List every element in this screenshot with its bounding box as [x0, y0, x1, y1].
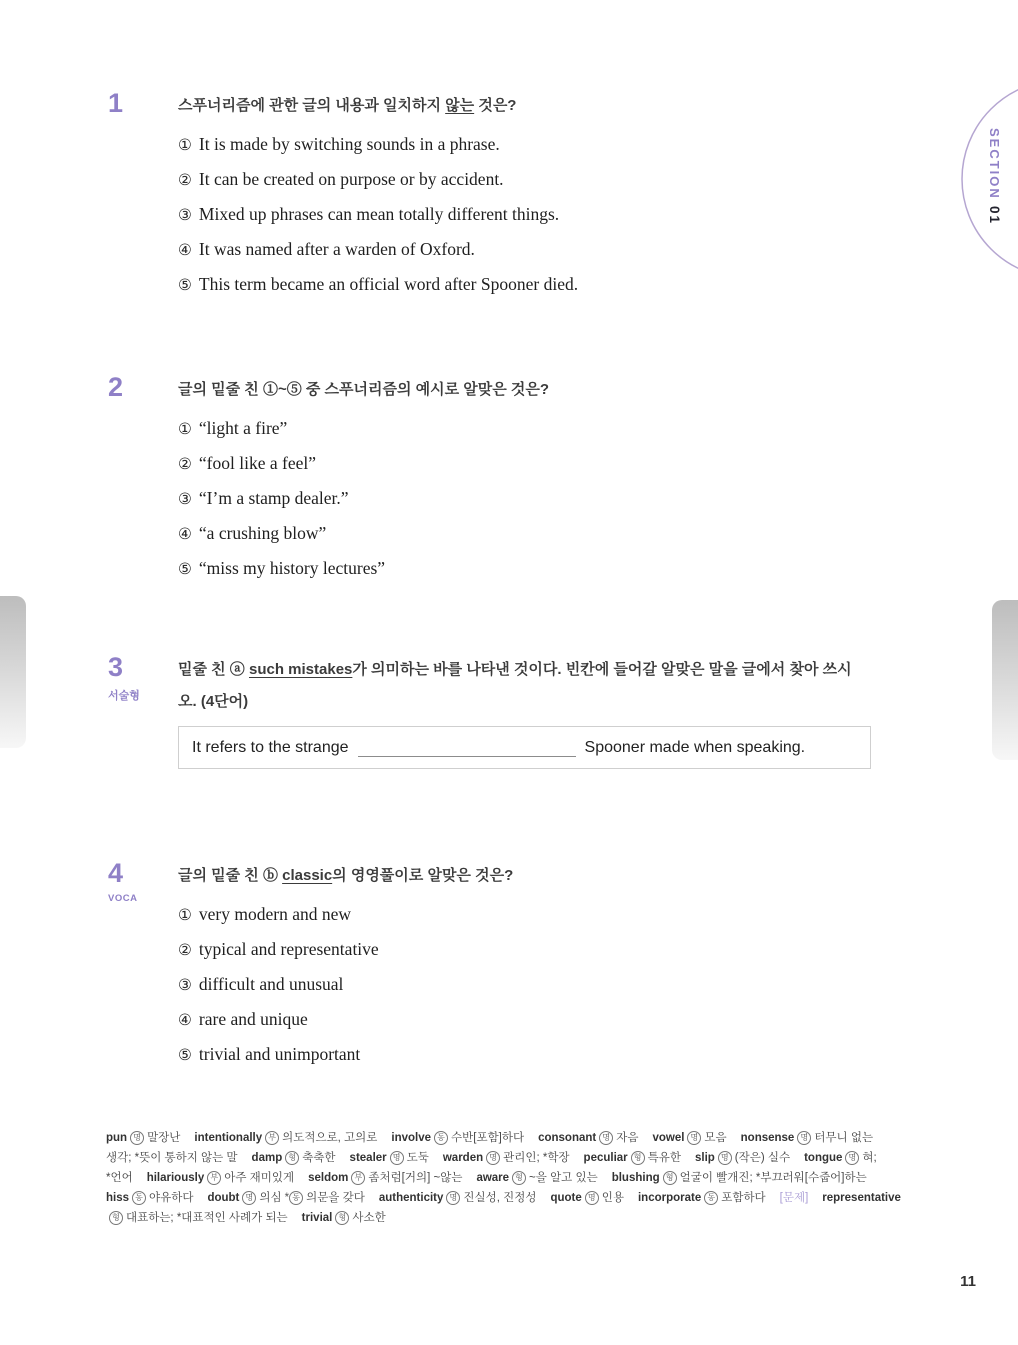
vocab-pos: [132, 1192, 146, 1204]
vocab-meaning: 의도적으로, 고의로: [282, 1132, 378, 1144]
vocab-word: aware: [476, 1172, 510, 1184]
option-text: typical and representative: [198, 939, 379, 959]
pos-circle-icon: 형: [335, 1211, 349, 1225]
vocab-meaning: 관리인; *학장: [503, 1152, 570, 1164]
vocab-meaning: 특유한: [647, 1152, 681, 1164]
question-options: [178, 411, 895, 586]
question-3: [105, 652, 895, 769]
vocab-tag: [문제]: [779, 1192, 809, 1204]
option-item: [178, 1037, 895, 1072]
option-item: [178, 232, 895, 267]
pos-circle-icon: 명: [599, 1131, 613, 1145]
vocab-pos: [486, 1152, 500, 1164]
question-prompt: [178, 858, 895, 892]
option-marker: ②: [178, 171, 192, 189]
vocab-meaning: 수반[포함]하다: [451, 1132, 525, 1144]
option-marker: ②: [178, 941, 192, 959]
question-badge: VOCA: [108, 893, 138, 904]
vocab-footer: [106, 1128, 936, 1228]
prompt-text: 글의 밑줄 친 ①~⑤ 중 스푸너리즘의 예시로 알맞은 것은?: [178, 381, 550, 398]
vocab-word: representative: [822, 1192, 901, 1204]
answer-box: [178, 726, 871, 769]
vocab-word: involve: [391, 1132, 432, 1144]
vocab-meaning: ~을 알고 있는: [529, 1172, 598, 1184]
vocab-pos: [512, 1172, 526, 1184]
prompt-text: 의 영영풀이로 알맞은 것은?: [332, 867, 514, 884]
vocab-pos: [845, 1152, 859, 1164]
pos-circle-icon: 명: [845, 1151, 859, 1165]
vocab-pos: [446, 1192, 460, 1204]
option-marker: ④: [178, 525, 192, 543]
option-text: “fool like a feel”: [198, 453, 316, 473]
option-marker: ③: [178, 490, 192, 508]
pos-circle-icon: 명: [446, 1191, 460, 1205]
pos-circle-icon: 명: [486, 1151, 500, 1165]
vocab-meaning: 진실성, 진정성: [463, 1192, 537, 1204]
vocab-word: hilariously: [146, 1172, 205, 1184]
option-marker: ④: [178, 241, 192, 259]
pos-circle-icon: 동: [434, 1131, 448, 1145]
question-options: [178, 897, 895, 1072]
vocab-word: warden: [442, 1152, 484, 1164]
vocab-meaning: 축축한: [302, 1152, 336, 1164]
option-item: [178, 516, 895, 551]
pos-circle-icon: 형: [285, 1151, 299, 1165]
option-text: “miss my history lectures”: [198, 558, 386, 578]
vocab-word: damp: [251, 1152, 283, 1164]
question-number: 1: [108, 88, 124, 118]
vocab-pos: [265, 1132, 279, 1144]
option-item: [178, 897, 895, 932]
prompt-text: 오. (4단어): [178, 693, 249, 710]
question-1: [105, 88, 895, 302]
question-number: 3: [108, 652, 124, 682]
vocab-meaning: 의심: [259, 1192, 282, 1204]
pos-circle-icon: 형: [631, 1151, 645, 1165]
vocab-word: consonant: [538, 1132, 597, 1144]
vocab-meaning: (작은) 실수: [734, 1152, 791, 1164]
vocab-pos: [390, 1152, 404, 1164]
vocab-pos: * 동: [285, 1192, 303, 1204]
vocab-meaning: 아주 재미있게: [224, 1172, 295, 1184]
question-1-number-column: [105, 88, 178, 302]
pos-circle-icon: 부: [265, 1131, 279, 1145]
option-marker: ①: [178, 420, 192, 438]
question-4-number-column: [105, 858, 178, 1072]
option-marker: ③: [178, 976, 192, 994]
option-item: [178, 446, 895, 481]
vocab-meaning: 도둑: [406, 1152, 429, 1164]
vocab-word: authenticity: [378, 1192, 444, 1204]
option-text: rare and unique: [198, 1009, 308, 1029]
vocab-pos: [663, 1172, 677, 1184]
vocab-meaning: 인용: [601, 1192, 624, 1204]
pos-circle-icon: 명: [130, 1131, 144, 1145]
vocab-pos: [335, 1212, 349, 1224]
prompt-text: 가 의미하는 바를 나타낸 것이다. 빈칸에 들어갈 알맞은 말을 글에서 찾아 쓰시: [352, 661, 852, 678]
option-item: [178, 197, 895, 232]
pos-circle-icon: 형: [512, 1171, 526, 1185]
vocab-pos: [585, 1192, 599, 1204]
vocab-line: [106, 1128, 936, 1148]
vocab-pos: [718, 1152, 732, 1164]
option-text: trivial and unimportant: [198, 1044, 361, 1064]
left-edge-tab: [0, 596, 26, 748]
option-item: [178, 967, 895, 1002]
option-text: This term became an official word after Spooner died.: [198, 274, 579, 294]
underlined-term: 않는: [445, 97, 475, 114]
answer-blank-line: [358, 738, 576, 757]
vocab-pos: [242, 1192, 256, 1204]
vocab-pos: [687, 1132, 701, 1144]
vocab-word: slip: [694, 1152, 715, 1164]
pos-circle-icon: 형: [109, 1211, 123, 1225]
vocab-meaning: 좀처럼[거의] ~않는: [368, 1172, 463, 1184]
vocab-line: [106, 1188, 936, 1208]
vocab-meaning: 의문을 갖다: [306, 1192, 365, 1204]
vocab-pos: [631, 1152, 645, 1164]
vocab-word: intentionally: [194, 1132, 263, 1144]
vocab-meaning: 얼굴이 빨개진; *부끄러워[수줍어]하는: [679, 1172, 867, 1184]
vocab-pos: [434, 1132, 448, 1144]
vocab-meaning: 말장난: [147, 1132, 181, 1144]
section-number: 01: [987, 205, 1002, 225]
prompt-text: 것은?: [474, 97, 517, 114]
pos-circle-icon: 명: [585, 1191, 599, 1205]
question-2-number-column: [105, 372, 178, 586]
question-options: [178, 127, 895, 302]
pos-circle-icon: 부: [351, 1171, 365, 1185]
vocab-word: nonsense: [740, 1132, 795, 1144]
vocab-word: peculiar: [583, 1152, 628, 1164]
pos-circle-icon: 명: [390, 1151, 404, 1165]
question-prompt: [178, 372, 895, 406]
pos-circle-icon: 형: [663, 1171, 677, 1185]
right-edge-tab: [992, 600, 1018, 760]
option-text: Mixed up phrases can mean totally different things.: [198, 204, 560, 224]
vocab-meaning: 포함하다: [721, 1192, 766, 1204]
option-marker: ④: [178, 1011, 192, 1029]
vocab-meaning: 터무니 없는: [814, 1132, 874, 1144]
option-marker: ②: [178, 455, 192, 473]
pos-circle-icon: 부: [207, 1171, 221, 1185]
option-marker: ①: [178, 136, 192, 154]
pos-circle-icon: 명: [687, 1131, 701, 1145]
option-text: difficult and unusual: [198, 974, 344, 994]
option-item: [178, 162, 895, 197]
pos-circle-icon: 동: [132, 1191, 146, 1205]
vocab-meaning: 사소한: [352, 1212, 386, 1224]
question-prompt: [178, 88, 895, 122]
vocab-meaning: *언어: [106, 1172, 133, 1184]
underlined-term: classic: [282, 867, 333, 884]
vocab-pos: [704, 1192, 718, 1204]
option-text: “light a fire”: [198, 418, 288, 438]
vocab-word: trivial: [301, 1212, 333, 1224]
vocab-pos: [285, 1152, 299, 1164]
option-item: [178, 411, 895, 446]
vocab-line: [106, 1148, 936, 1168]
prompt-text: 밑줄 친 ⓐ: [178, 661, 249, 678]
vocab-pos: [351, 1172, 365, 1184]
answer-box-text-before: It refers to the strange: [192, 738, 349, 756]
pos-circle-icon: 동: [289, 1191, 303, 1205]
option-text: It is made by switching sounds in a phrase.: [198, 134, 500, 154]
vocab-pos: [599, 1132, 613, 1144]
option-item: [178, 127, 895, 162]
prompt-text: 스푸너리즘에 관한 글의 내용과 일치하지: [178, 97, 446, 114]
vocab-meaning: 혀;: [862, 1152, 877, 1164]
vocab-line: [106, 1168, 936, 1188]
option-text: “I’m a stamp dealer.”: [198, 488, 349, 508]
option-text: It can be created on purpose or by accident.: [198, 169, 504, 189]
option-item: [178, 1002, 895, 1037]
vocab-meaning: 자음: [616, 1132, 639, 1144]
vocab-word: seldom: [308, 1172, 349, 1184]
vocab-word: hiss: [106, 1192, 130, 1204]
option-text: “a crushing blow”: [198, 523, 327, 543]
vocab-pos: [130, 1132, 144, 1144]
question-4: [105, 858, 895, 1072]
pos-circle-icon: 동: [704, 1191, 718, 1205]
vocab-word: vowel: [652, 1132, 685, 1144]
vocab-word: doubt: [207, 1192, 240, 1204]
vocab-word: incorporate: [637, 1192, 702, 1204]
vocab-line: [106, 1208, 936, 1228]
section-tab: [943, 78, 1018, 283]
vocab-word: quote: [550, 1192, 582, 1204]
question-number: 2: [108, 372, 124, 402]
option-text: very modern and new: [198, 904, 352, 924]
vocab-word: blushing: [611, 1172, 660, 1184]
option-item: [178, 481, 895, 516]
question-3-number-column: [105, 652, 178, 769]
question-badge: 서술형: [108, 690, 140, 702]
question-prompt: [178, 652, 895, 718]
vocab-meaning: 모음: [704, 1132, 727, 1144]
vocab-meaning: 생각; *뜻이 통하지 않는 말: [106, 1152, 238, 1164]
pos-circle-icon: 명: [242, 1191, 256, 1205]
vocab-pos: [207, 1172, 221, 1184]
vocab-word: stealer: [349, 1152, 387, 1164]
section-label: SECTION: [987, 128, 1002, 200]
vocab-meaning: 대표하는; *대표적인 사례가 되는: [126, 1212, 288, 1224]
underlined-term: such mistakes: [248, 661, 353, 678]
question-2: [105, 372, 895, 586]
vocab-pos: [109, 1212, 123, 1224]
option-marker: ①: [178, 906, 192, 924]
option-item: [178, 267, 895, 302]
vocab-word: tongue: [804, 1152, 843, 1164]
option-marker: ③: [178, 206, 192, 224]
question-number: 4: [108, 858, 124, 888]
option-text: It was named after a warden of Oxford.: [198, 239, 475, 259]
vocab-word: pun: [106, 1132, 128, 1144]
section-tab-text: [987, 128, 1002, 225]
prompt-text: 글의 밑줄 친 ⓑ: [178, 867, 283, 884]
vocab-pos: [797, 1132, 811, 1144]
page-number: 11: [960, 1273, 976, 1290]
answer-box-text-after: Spooner made when speaking.: [584, 738, 806, 756]
option-marker: ⑤: [178, 1046, 192, 1064]
pos-circle-icon: 명: [797, 1131, 811, 1145]
option-marker: ⑤: [178, 276, 192, 294]
option-item: [178, 551, 895, 586]
option-marker: ⑤: [178, 560, 192, 578]
vocab-meaning: 야유하다: [149, 1192, 194, 1204]
pos-circle-icon: 명: [718, 1151, 732, 1165]
option-item: [178, 932, 895, 967]
section-tab-arc: [943, 78, 1018, 283]
